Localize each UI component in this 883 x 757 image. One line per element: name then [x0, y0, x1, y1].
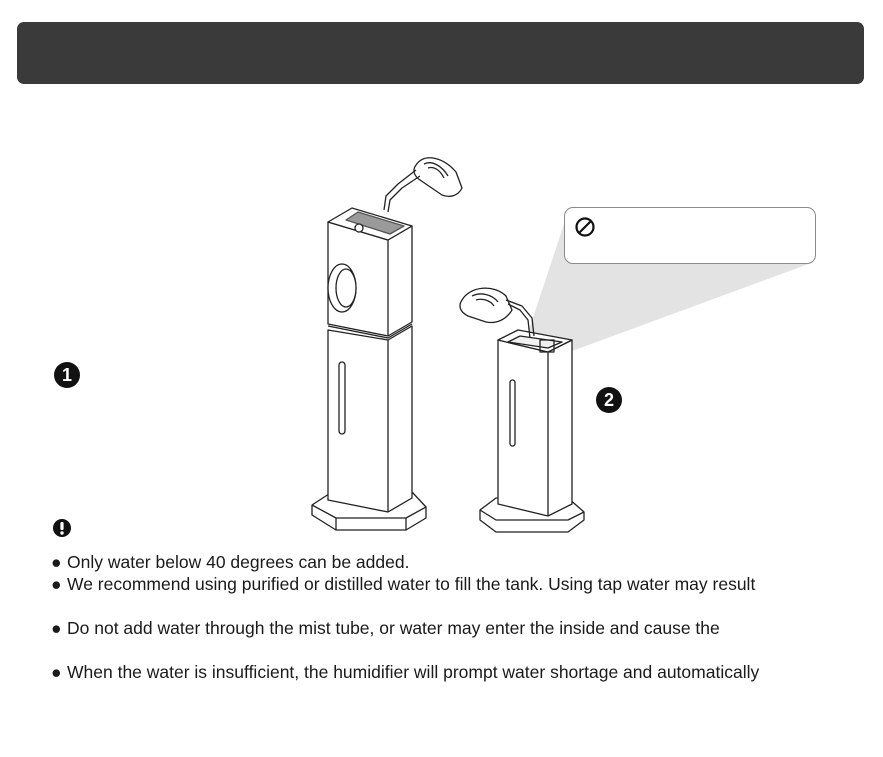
exclamation-icon: [52, 518, 72, 538]
note-text: When the water is insufficient, the humidifier will prompt water shortage and automatically: [67, 662, 760, 682]
step-2-badge: 2: [596, 387, 622, 413]
water-jug-1: [384, 158, 462, 212]
note-text: Do not add water through the mist tube, or water may enter the inside and cause the: [67, 618, 720, 638]
water-tank: [480, 330, 584, 532]
note-text: We recommend using purified or distilled water to fill the tank. Using tap water may result: [67, 574, 756, 594]
step-1-badge: 1: [54, 362, 80, 388]
bullet-icon: ●: [51, 552, 62, 572]
note-item: [51, 551, 409, 573]
bullet-icon: ●: [51, 662, 62, 682]
bullet-icon: ●: [51, 574, 62, 594]
humidifier-unit: [312, 208, 426, 530]
note-item: [51, 573, 755, 595]
bullet-icon: ●: [51, 618, 62, 638]
note-text: Only water below 40 degrees can be added.: [67, 552, 410, 572]
callout-box: [564, 207, 816, 264]
note-item: [51, 617, 720, 639]
note-item: [51, 661, 759, 683]
no-symbol-icon: [574, 216, 596, 238]
